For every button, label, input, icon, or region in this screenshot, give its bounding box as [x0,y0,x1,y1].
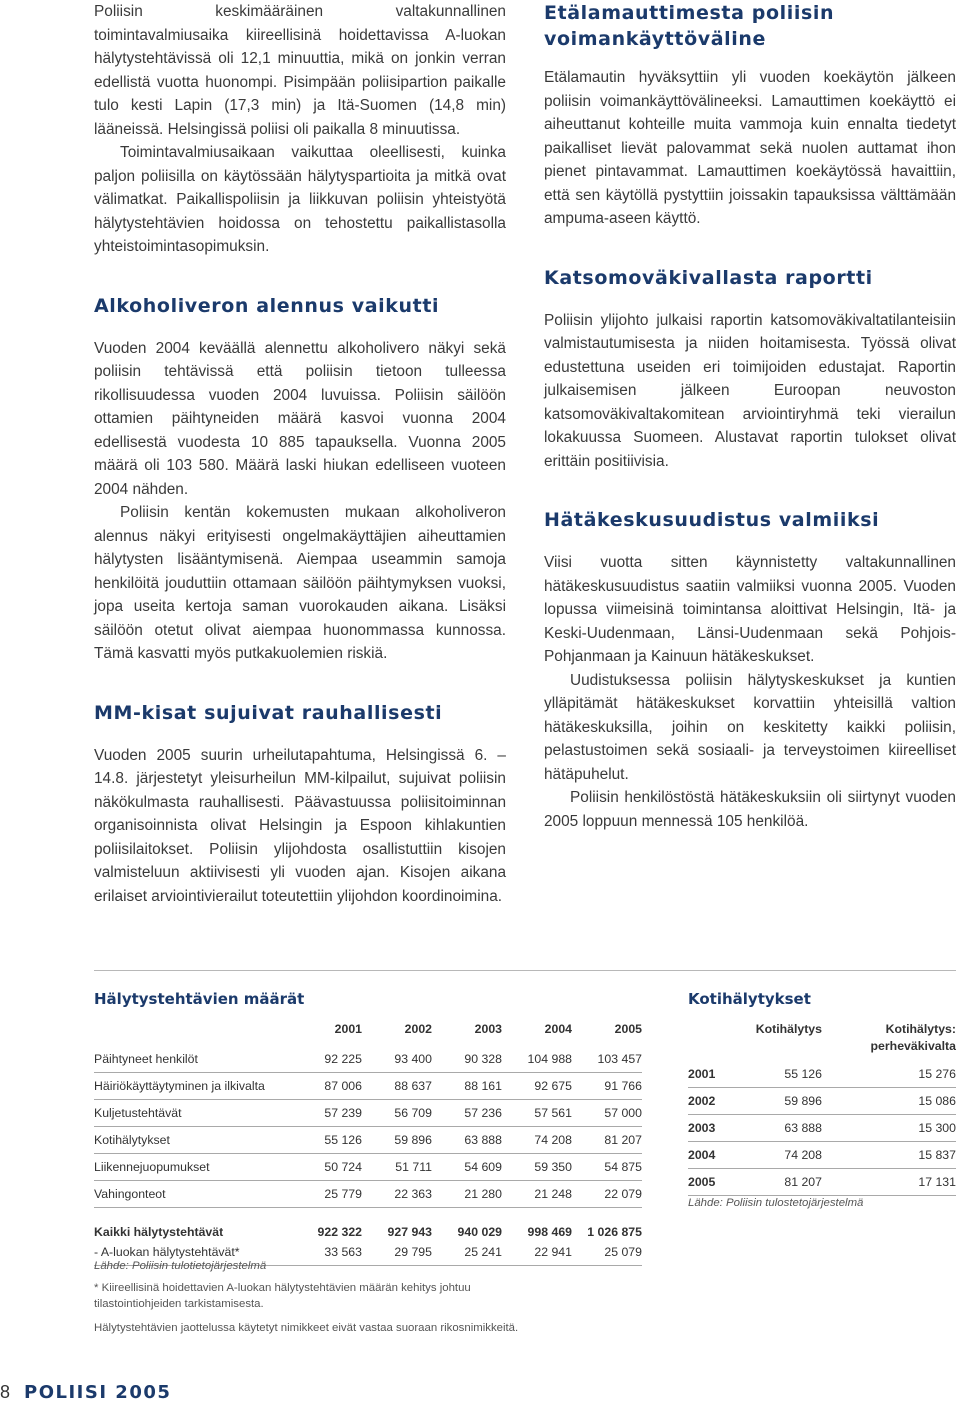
cell: 59 896 [744,1088,822,1115]
cell: 940 029 [457,1225,502,1239]
table2-header-row [688,1021,956,1061]
cell: 1 026 875 [587,1225,642,1239]
cell: 63 888 [432,1127,502,1154]
row-label: Liikennejuopumukset [94,1154,302,1181]
hata-paragraph-2: Uudistuksessa poliisin hälytyskeskukset ja kuntien ylläpitämät hätäkeskukset korvattiin yhteisillä valtion hätäkeskuksilla, joihin on keskitetty kaikki poliisin, pelastustoimen sekä sosiaali- ja terveystoimen kiireelliset hätäpuhelut. [544,671,956,783]
row-label: Kuljetustehtävät [94,1100,302,1127]
table1-year-header: 2002 [404,1022,432,1036]
cell: 88 161 [432,1073,502,1100]
table2-source: Lähde: Poliisin tulostetojärjestelmä [688,1197,864,1209]
table-row [94,1127,642,1154]
row-label: Kotihälytykset [94,1127,302,1154]
alko-paragraph-2: Poliisin kentän kokemusten mukaan alkoholiveron alennus näkyi erityisesti ongelmakäyttäjien aiheuttamien hälytysten lisääntymisenä. Aiempaa useammin samoja henkilöitä jouduttiin ottamaan säilöön päihtymyksen vuoksi, jopa useita kertoja saman vuorokauden aikana. Lisäksi säilöön otetut olivat aiempaa huonommassa kunnossa. Tämä kasvatti myös putkakuolemien riskiä. [94,504,506,662]
table1-footnote: * Kiireellisinä hoidettavien A-luokan hälytystehtävien määrän kehitys johtuu tilastointiohjeiden tarkistamisesta. [94,1282,471,1310]
intro-paragraph-2: Toimintavalmiusaikaan vaikuttaa oleellisesti, kuinka paljon poliisilla on käytössään hälytyspartioita ja mitkä ovat välimatkat. Paikallispoliisin ja liikkuvan poliisin yhteistyötä hälytystehtävien hoidossa on tehostettu paikallistasolla yhteistoimintasopimuksin. [94,144,506,255]
cell: 15 276 [822,1061,956,1088]
cell: 57 236 [432,1100,502,1127]
mm-paragraph-1: Vuoden 2005 suurin urheilutapahtuma, Helsingissä 6. – 14.8. järjestetyt yleisurheilun MM-kilpailut, sujuivat poliisin näkökulmasta rauhallisesti. Päävastuussa poliisitoiminnan organisoinnista olivat Helsingin ja Espoon kihlakuntien poliisilaitokset. Poliisin ylijohdosta osallistuttiin kisojen valmisteluun aktiivisesti yli vuoden ajan. Kisojen aikana erilaiset arviointivierailut toteutettiin ylijohdon koordinoimina. [94,746,506,905]
table1-header-empty [94,1022,302,1046]
cell: 15 837 [822,1142,956,1169]
table-row [94,1181,642,1208]
section-heading-katsomovakivalta: Katsomoväkivallasta raportti [544,266,873,289]
cell: 93 400 [362,1046,432,1073]
cell: 92 675 [502,1073,572,1100]
cell: 22 363 [362,1181,432,1208]
row-label: Vahingonteot [94,1181,302,1208]
row-year: 2005 [688,1169,744,1196]
cell: 90 328 [432,1046,502,1073]
cell: 33 563 [302,1242,362,1266]
page-footer [0,1382,171,1403]
table-section-divider [94,970,956,971]
table1-year-header: 2003 [474,1022,502,1036]
cell: 25 079 [572,1242,642,1266]
cell: 22 941 [502,1242,572,1266]
cell: 927 943 [387,1225,432,1239]
row-year: 2003 [688,1115,744,1142]
halytystehtavat-table [94,1022,642,1266]
table1-header-row [94,1022,642,1046]
cell: 54 875 [572,1154,642,1181]
cell: 63 888 [744,1115,822,1142]
cell: 15 086 [822,1088,956,1115]
table1-year-header: 2001 [334,1022,362,1036]
cell: 57 239 [302,1100,362,1127]
cell: 59 350 [502,1154,572,1181]
alko-paragraph-1: Vuoden 2004 keväällä alennettu alkoholivero näkyi sekä poliisin tehtävissä että poliisin tietoon tulleessa rikollisuudessa vuoden 2004 luvuissa. Poliisin säilöön ottamien päihtyneiden määrä kasvoi vuonna 2004 edellisestä vuodesta 10 885 tapauksella. Vuonna 2005 määrä oli 103 580. Määrä laski hiukan edelliseen vuoteen 2004 nähden. [94,339,506,498]
table1-year-header: 2005 [614,1022,642,1036]
cell: 74 208 [744,1142,822,1169]
cell: 81 207 [744,1169,822,1196]
table2-col2-header [822,1021,956,1061]
cell: 50 724 [302,1154,362,1181]
row-year: 2001 [688,1061,744,1088]
cell: 81 207 [572,1127,642,1154]
table-row [94,1100,642,1127]
cell: 55 126 [302,1127,362,1154]
eta-paragraph-1: Etälamautin hyväksyttiin yli vuoden koekäytön jälkeen poliisin voimankäyttövälineeksi. Lamauttimen koekäyttö ei aiheuttanut kohteille muita vammoja kuin ennalta tiedetyt paikalliset lievät palovammat sekä nuolen auttamat ihon pienet pintavammat. Lamauttimen koekäytössä havaittiin, että sen käytöllä pystyttiin joissakin tapauksissa välttämään ampuma-aseen käyttö. [544,69,956,227]
cell: 25 779 [302,1181,362,1208]
cell: 22 079 [572,1181,642,1208]
cell: 29 795 [362,1242,432,1266]
section-heading-hatakeskus: Hätäkeskusuudistus valmiiksi [544,509,880,531]
table1-source: Lähde: Poliisin tulotietojärjestelmä [94,1260,267,1272]
kotihalytykset-table [688,1021,956,1196]
hata-paragraph-1: Viisi vuotta sitten käynnistetty valtakunnallinen hätäkeskusuudistus saatiin valmiiksi vuonna 2005. Vuoden lopussa viimeisinä toimintansa aloittivat Helsingin, Itä- ja Keski-Uudenmaan, Länsi-Uudenmaan sekä Pohjois-Pohjanmaan ja Kainuun hätäkeskukset. [544,554,956,665]
table-row [688,1115,956,1142]
cell: 57 561 [502,1100,572,1127]
cell: 21 248 [502,1181,572,1208]
table-row [688,1061,956,1088]
row-year: 2002 [688,1088,744,1115]
cell: 922 322 [317,1225,362,1239]
table-row [94,1154,642,1181]
section-heading-mm-kisat: MM-kisat sujuivat rauhallisesti [94,701,443,724]
table1-year-header: 2004 [544,1022,572,1036]
right-column [544,0,956,833]
magazine-title: POLIISI 2005 [24,1382,172,1403]
left-column [94,0,506,908]
cell: 21 280 [432,1181,502,1208]
table-row [688,1142,956,1169]
cell: 17 131 [822,1169,956,1196]
cell: 88 637 [362,1073,432,1100]
cell: 92 225 [302,1046,362,1073]
table-row [94,1073,642,1100]
katso-paragraph-1: Poliisin ylijohto julkaisi raportin katsomoväkivaltatilanteisiin valmistautumisesta ja niiden hoitamisesta. Työssä olivat edustettuna useiden eri toimijoiden edustajat. Raportin julkaisemisen jälkeen Euroopan neuvoston katsomoväkivaltakomitean arviointiryhmä teki vierailun lokakuussa Suomeen. Alustavat raportin tulokset olivat erittäin positiivisia. [544,311,956,470]
row-label: Päihtyneet henkilöt [94,1046,302,1073]
table2-header-empty [688,1021,744,1061]
cell: 998 469 [527,1225,572,1239]
table2-title: Kotihälytykset [688,990,811,1008]
table2-col2-header-line2: perheväkivalta [870,1039,956,1053]
row-label: - A-luokan hälytystehtävät* [94,1242,302,1266]
table1-title: Hälytystehtävien määrät [94,990,305,1008]
intro-paragraph-1: Poliisin keskimääräinen valtakunnallinen toimintavalmiusaika kiireellisinä hoidettavissa A-luokan hälytystehtävissä oli 12,1 minuuttia, mikä on jonkin verran edellistä vuotta huonompi. Pisimpään poliisipartion paikalle tulo kesti Lapin (17,3 min) ja Itä-Suomen (14,8 min) lääneissä. Helsingissä poliisi oli paikalla 8 minuutissa. [94,3,506,138]
cell: 25 241 [432,1242,502,1266]
row-label: Kaikki hälytystehtävät [94,1225,224,1239]
cell: 59 896 [362,1127,432,1154]
row-label: Häiriökäyttäytyminen ja ilkivalta [94,1073,302,1100]
hata-paragraph-3: Poliisin henkilöstöstä hätäkeskuksiin oli siirtynyt vuoden 2005 loppuun mennessä 105 henkilöä. [544,789,956,830]
table2-col2-header-line1: Kotihälytys: [885,1022,956,1036]
cell: 56 709 [362,1100,432,1127]
cell: 55 126 [744,1061,822,1088]
section-heading-alkoholivero: Alkoholiveron alennus vaikutti [94,294,440,317]
cell: 51 711 [362,1154,432,1181]
row-year: 2004 [688,1142,744,1169]
cell: 91 766 [572,1073,642,1100]
cell: 15 300 [822,1115,956,1142]
table-row [94,1046,642,1073]
table-row [688,1088,956,1115]
page-number: 8 [0,1382,11,1402]
cell: 103 457 [572,1046,642,1073]
cell: 104 988 [502,1046,572,1073]
table1-note: Hälytystehtävien jaottelussa käytetyt nimikkeet eivät vastaa suoraan rikosnimikkeitä. [94,1322,519,1334]
cell: 54 609 [432,1154,502,1181]
table-row-total [94,1222,642,1242]
cell: 87 006 [302,1073,362,1100]
section-heading-etalamautin: Etälamauttimesta poliisin voimankäyttöväline [544,2,835,50]
cell: 57 000 [572,1100,642,1127]
cell: 74 208 [502,1127,572,1154]
table2-col1-header: Kotihälytys [755,1022,822,1036]
table-row [688,1169,956,1196]
